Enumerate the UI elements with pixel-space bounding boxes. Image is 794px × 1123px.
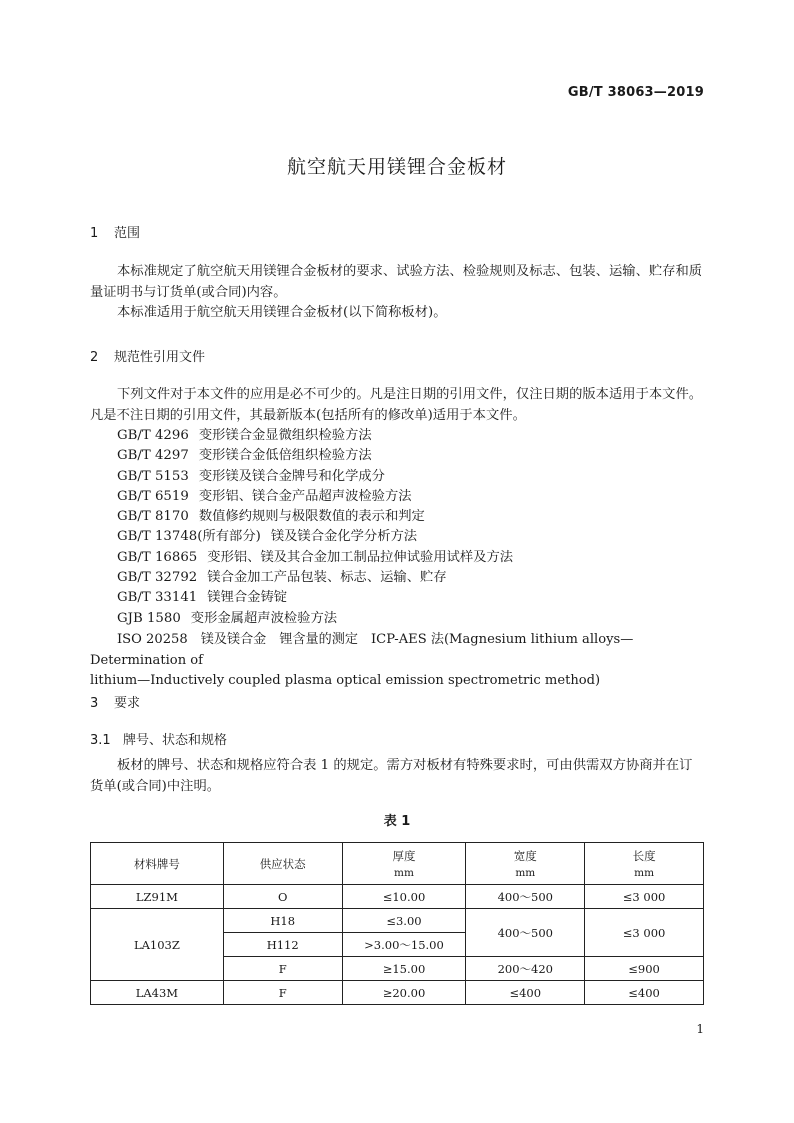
standard-number: GB/T 38063—2019 (567, 85, 704, 100)
section-number: 2 (90, 350, 99, 365)
specification-table (90, 842, 704, 1005)
cell-width: 400～500 (466, 885, 585, 909)
section-1-paragraph-2: 本标准适用于航空航天用镁锂合金板材(以下简称板材)。 (117, 305, 447, 320)
cell-grade: LA43M (91, 981, 224, 1005)
section-number: 1 (90, 226, 99, 241)
cell-temper: H18 (223, 909, 342, 933)
cell-thickness: >3.00～15.00 (342, 933, 466, 957)
table-row (91, 981, 704, 1005)
reference-list (117, 426, 513, 629)
section-3-heading (90, 692, 140, 711)
header-width: 宽度 mm (466, 843, 585, 885)
subsection-title: 牌号、状态和规格 (123, 733, 228, 748)
cell-width: 200～420 (466, 957, 585, 981)
cell-thickness: ≥15.00 (342, 957, 466, 981)
section-3-1-heading (90, 729, 227, 748)
reference-item: GB/T 4297 变形镁合金低倍组织检验方法 (117, 448, 372, 464)
cell-temper: F (223, 957, 342, 981)
section-3-1-paragraph: 板材的牌号、状态和规格应符合表 1 的规定。需方对板材有特殊要求时，可由供需双方协商并在订货单(或合同)中注明。 (90, 758, 693, 794)
reference-item: GB/T 4296 变形镁合金显微组织检验方法 (117, 428, 372, 443)
header-grade: 材料牌号 (91, 843, 224, 885)
iso-reference-line-2: lithium—Inductively coupled plasma optical emission spectrometric method) (90, 673, 601, 688)
cell-grade: LZ91M (91, 885, 224, 909)
subsection-number: 3.1 (90, 733, 111, 748)
cell-temper: O (223, 885, 342, 909)
section-1-paragraph-1: 本标准规定了航空航天用镁锂合金板材的要求、试验方法、检验规则及标志、包装、运输、贮存和质量证明书与订货单(或合同)内容。 (90, 264, 703, 300)
reference-item: GB/T 6519 变形铝、镁合金产品超声波检验方法 (117, 488, 412, 504)
section-2-heading (90, 346, 205, 365)
page-number: 1 (696, 1022, 704, 1036)
section-2-intro: 下列文件对于本文件的应用是必不可少的。凡是注日期的引用文件，仅注日期的版本适用于本文件。凡是不注日期的引用文件，其最新版本(包括所有的修改单)适用于本文件。 (90, 387, 703, 423)
cell-temper: F (223, 981, 342, 1005)
reference-item: GJB 1580 变形金属超声波检验方法 (117, 610, 338, 626)
reference-item: GB/T 33141 镁锂合金铸锭 (117, 590, 288, 606)
cell-thickness: ≤3.00 (342, 909, 466, 933)
reference-item: GB/T 16865 变形铝、镁及其合金加工制品拉伸试验用试样及方法 (117, 549, 514, 565)
section-title: 规范性引用文件 (114, 350, 206, 365)
cell-thickness: ≤10.00 (342, 885, 466, 909)
reference-item: GB/T 5153 变形镁及镁合金牌号和化学成分 (117, 468, 385, 484)
cell-length: ≤3 000 (585, 909, 704, 957)
iso-reference-line-1: ISO 20258 镁及镁合金 锂含量的测定 ICP-AES 法(Magnesium lithium alloys—Determination of (90, 632, 634, 668)
cell-grade: LA103Z (91, 909, 224, 981)
iso-reference (90, 630, 704, 692)
cell-width: 400～500 (466, 909, 585, 957)
table-row (91, 909, 704, 933)
section-number: 3 (90, 696, 99, 711)
cell-thickness: ≥20.00 (342, 981, 466, 1005)
header-length: 长度 mm (585, 843, 704, 885)
cell-length: ≤900 (585, 957, 704, 981)
reference-item: GB/T 13748(所有部分) 镁及镁合金化学分析方法 (117, 529, 418, 545)
section-1-heading (90, 222, 140, 241)
document-title: 航空航天用镁锂合金板材 (286, 156, 507, 178)
table-row (91, 885, 704, 909)
reference-item: GB/T 32792 镁合金加工产品包装、标志、运输、贮存 (117, 570, 447, 586)
cell-length: ≤3 000 (585, 885, 704, 909)
cell-width: ≤400 (466, 981, 585, 1005)
reference-item: GB/T 8170 数值修约规则与极限数值的表示和判定 (117, 509, 425, 525)
header-temper: 供应状态 (223, 843, 342, 885)
cell-temper: H112 (223, 933, 342, 957)
header-thickness: 厚度 mm (342, 843, 466, 885)
cell-length: ≤400 (585, 981, 704, 1005)
table-caption: 表 1 (383, 814, 411, 829)
table-header-row (91, 843, 704, 885)
section-title: 要求 (114, 696, 141, 711)
section-title: 范围 (114, 226, 141, 241)
